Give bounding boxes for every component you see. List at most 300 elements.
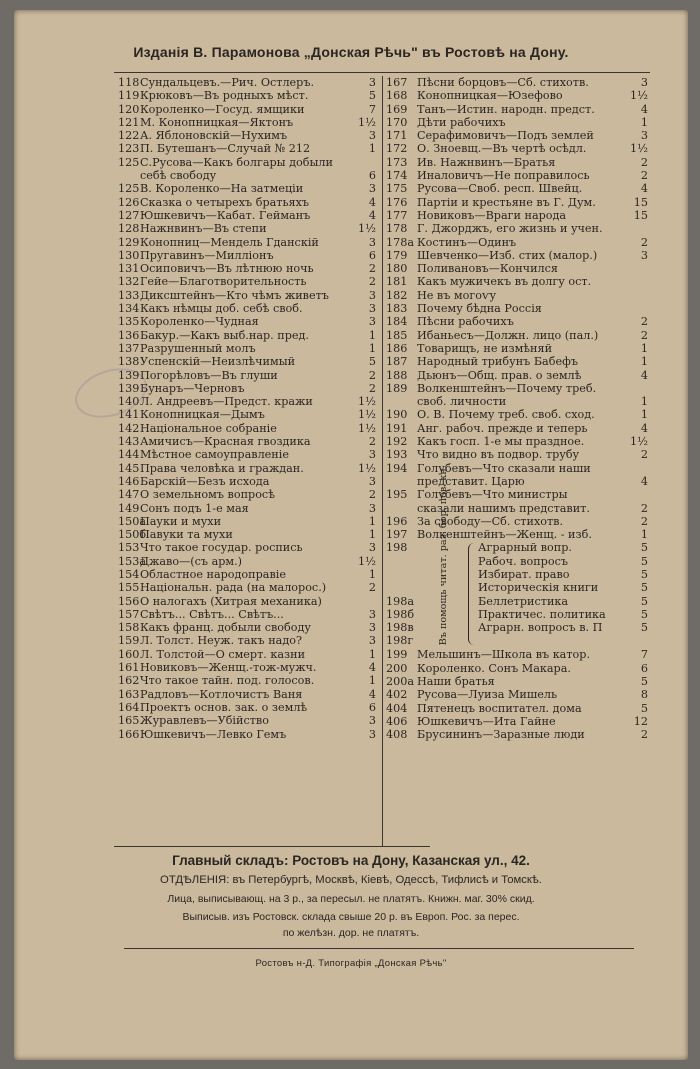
item-number: 154 bbox=[118, 567, 140, 581]
item-price: 5 bbox=[640, 554, 648, 568]
item-price: 4 bbox=[368, 687, 376, 701]
list-item bbox=[118, 408, 376, 421]
item-price: 2 bbox=[368, 262, 376, 276]
item-title: Что такое государ. роспись bbox=[140, 541, 303, 555]
item-title: Волкенштейнъ—Женщ. - изб. bbox=[417, 528, 592, 542]
list-item bbox=[386, 103, 648, 116]
item-title: Что видно въ подвор. трубу bbox=[417, 448, 580, 462]
list-item bbox=[386, 142, 648, 155]
item-title: Какъ нѣмцы доб. себѣ своб. bbox=[140, 302, 303, 316]
item-number: 183 bbox=[386, 302, 408, 316]
branches: ОТДѢЛЕНІЯ: въ Петербургѣ, Москвѣ, Кіевѣ, Одессѣ, Тифлисѣ и Томскѣ. bbox=[160, 874, 542, 886]
item-price: 6 bbox=[640, 661, 648, 675]
item-number: 172 bbox=[386, 142, 408, 156]
item-number: 139 bbox=[118, 368, 140, 382]
right-column bbox=[386, 76, 648, 741]
item-title: Національн. рада (на малорос.) bbox=[140, 581, 327, 595]
item-price: 1½ bbox=[630, 435, 648, 449]
item-price: 2 bbox=[640, 169, 648, 183]
right-list-top bbox=[386, 76, 648, 541]
item-title: Партіи и крестьяне въ Г. Дум. bbox=[417, 195, 596, 209]
item-title: С.Русова—Какъ болгары добыли bbox=[140, 155, 333, 169]
list-item bbox=[118, 648, 376, 661]
item-number: 164 bbox=[118, 700, 140, 714]
list-item bbox=[478, 568, 648, 581]
item-number: 162 bbox=[118, 674, 140, 688]
item-title: Какъ мужичекъ въ долгу ост. bbox=[417, 275, 592, 289]
series-number: 198в bbox=[386, 621, 414, 635]
item-number: 165 bbox=[118, 714, 140, 728]
item-price: 5 bbox=[640, 581, 648, 595]
column-divider bbox=[382, 76, 383, 846]
list-item bbox=[118, 502, 376, 515]
item-number: 145 bbox=[118, 461, 140, 475]
list-item bbox=[118, 701, 376, 714]
item-price: 7 bbox=[368, 102, 376, 116]
item-title: Сундальцевъ.—Рич. Остлеръ. bbox=[140, 76, 315, 89]
list-item bbox=[118, 369, 376, 382]
list-item bbox=[386, 222, 648, 235]
item-price: 2 bbox=[368, 488, 376, 502]
item-price: 1½ bbox=[358, 421, 376, 435]
list-item bbox=[386, 462, 648, 475]
item-price: 3 bbox=[368, 541, 376, 555]
item-price: 3 bbox=[368, 621, 376, 635]
item-title: Осиповичъ—Въ лѣтнюю ночь bbox=[140, 262, 314, 276]
list-item bbox=[118, 342, 376, 355]
list-item bbox=[478, 595, 648, 608]
item-title: М. Конопницкая—Яктонъ bbox=[140, 115, 294, 129]
list-item bbox=[118, 688, 376, 701]
list-item bbox=[118, 275, 376, 288]
list-item bbox=[478, 581, 648, 594]
series-number: 198г bbox=[386, 634, 414, 648]
item-number: 171 bbox=[386, 129, 408, 143]
item-number: 196 bbox=[386, 514, 408, 528]
item-title: Бунаръ—Черновъ bbox=[140, 381, 245, 395]
list-item bbox=[386, 488, 648, 501]
item-title: О налогахъ (Хитрая механика) bbox=[140, 594, 322, 608]
list-item bbox=[386, 129, 648, 142]
list-item bbox=[386, 728, 648, 741]
item-number: 139 bbox=[118, 381, 140, 395]
item-title: Проектъ основ. зак. о землѣ bbox=[140, 700, 308, 714]
item-title: Голубевъ—Что министры bbox=[417, 488, 568, 502]
list-item bbox=[118, 142, 376, 155]
item-price: 3 bbox=[368, 727, 376, 741]
item-number: 130 bbox=[118, 248, 140, 262]
item-number: 150а bbox=[118, 514, 147, 528]
list-item bbox=[118, 236, 376, 249]
item-title: Барскій—Безъ исхода bbox=[140, 474, 270, 488]
item-title: Л. Толстой—О смерт. казни bbox=[140, 647, 306, 661]
list-item bbox=[386, 196, 648, 209]
item-number: 160 bbox=[118, 647, 140, 661]
list-item bbox=[118, 289, 376, 302]
item-price: 3 bbox=[368, 634, 376, 648]
item-title: Пѣсни борцовъ—Сб. стихотв. bbox=[417, 76, 589, 89]
top-rule bbox=[114, 72, 650, 73]
item-title: Гейе—Благотворительность bbox=[140, 275, 307, 289]
list-item bbox=[386, 502, 648, 515]
item-price: 2 bbox=[640, 448, 648, 462]
item-price: 5 bbox=[640, 567, 648, 581]
item-number: 175 bbox=[386, 182, 408, 196]
list-item bbox=[478, 555, 648, 568]
item-title: Практичес. политика bbox=[478, 607, 606, 621]
item-number: 166 bbox=[118, 727, 140, 741]
item-number: 193 bbox=[386, 448, 408, 462]
item-title: Аграрн. вопросъ в. П bbox=[478, 621, 603, 635]
item-title: Г. Джорджъ, его жизнь и учен. bbox=[417, 222, 603, 236]
item-number: 122 bbox=[118, 129, 140, 143]
series-number bbox=[386, 568, 416, 581]
item-title: Конопницкая—Юзефово bbox=[417, 89, 563, 103]
list-item bbox=[386, 89, 648, 102]
item-title: Нажнвинъ—Въ степи bbox=[140, 222, 267, 236]
list-item bbox=[118, 515, 376, 528]
item-number: 188 bbox=[386, 368, 408, 382]
item-price: 7 bbox=[640, 648, 648, 662]
item-title: Юшкевичъ—Левко Гемъ bbox=[140, 727, 287, 741]
item-number: 153а bbox=[118, 554, 147, 568]
list-item bbox=[118, 661, 376, 674]
terms-line-2: Выписыв. изъ Ростовск. склада свыше 20 р. въ Европ. Рос. за перес. bbox=[182, 911, 520, 923]
item-title: Радловъ—Котлочистъ Ваня bbox=[140, 687, 303, 701]
list-item bbox=[118, 621, 376, 634]
series-numbers bbox=[386, 541, 416, 661]
item-price: 5 bbox=[368, 89, 376, 103]
item-price: 4 bbox=[368, 661, 376, 675]
list-item bbox=[386, 156, 648, 169]
item-title: Областное народоправіе bbox=[140, 567, 286, 581]
item-price: 3 bbox=[368, 288, 376, 302]
item-number: 133 bbox=[118, 288, 140, 302]
item-number: 137 bbox=[118, 341, 140, 355]
item-title: Дѣти рабочихъ bbox=[417, 115, 506, 129]
item-title: своб. личности bbox=[417, 395, 507, 409]
item-price: 2 bbox=[368, 581, 376, 595]
list-item bbox=[386, 236, 648, 249]
list-item bbox=[386, 249, 648, 262]
item-price: 3 bbox=[368, 714, 376, 728]
list-item bbox=[386, 662, 648, 675]
item-title: Костинъ—Одинъ bbox=[417, 235, 517, 249]
item-number: 179 bbox=[386, 248, 408, 262]
item-price: 5 bbox=[640, 621, 648, 635]
item-number: 163 bbox=[118, 687, 140, 701]
item-title: Джаво—(съ арм.) bbox=[140, 554, 243, 568]
item-price: 1 bbox=[368, 142, 376, 156]
list-item bbox=[118, 528, 376, 541]
item-title: Крюковъ—Въ родныхъ мѣст. bbox=[140, 89, 309, 103]
list-item bbox=[118, 448, 376, 461]
item-price: 3 bbox=[368, 448, 376, 462]
series-items bbox=[478, 541, 648, 634]
list-item bbox=[118, 395, 376, 408]
item-price: 1 bbox=[640, 528, 648, 542]
item-number: 125 bbox=[118, 182, 140, 196]
item-number: 200а bbox=[386, 674, 415, 688]
list-item bbox=[118, 581, 376, 594]
item-title: сказали нашимъ представит. bbox=[417, 501, 590, 515]
list-item bbox=[118, 249, 376, 262]
list-item bbox=[386, 76, 648, 89]
item-title: Свѣтъ... Свѣтъ... Свѣтъ... bbox=[140, 607, 284, 621]
terms-line-3: по желѣзн. дор. не платятъ. bbox=[282, 927, 420, 939]
item-number: 189 bbox=[386, 381, 408, 395]
item-title: Рабоч. вопросъ bbox=[478, 554, 568, 568]
item-title: Короленко—Госуд. ямщики bbox=[140, 102, 305, 116]
list-item bbox=[118, 728, 376, 741]
list-item bbox=[118, 541, 376, 554]
item-price: 1½ bbox=[358, 461, 376, 475]
item-price: 3 bbox=[640, 248, 648, 262]
main-warehouse: Главный складъ: Ростовъ на Дону, Казанская ул., 42. bbox=[172, 853, 530, 868]
item-number: 197 bbox=[386, 528, 408, 542]
item-number: 129 bbox=[118, 235, 140, 249]
item-number: 121 bbox=[118, 115, 140, 129]
item-number: 170 bbox=[386, 115, 408, 129]
item-number: 408 bbox=[386, 728, 408, 742]
list-item bbox=[118, 422, 376, 435]
item-title: Конопницкая—Дымъ bbox=[140, 408, 265, 422]
item-number: 180 bbox=[386, 262, 408, 276]
list-item bbox=[386, 209, 648, 222]
item-price: 1½ bbox=[630, 142, 648, 156]
item-price: 1½ bbox=[358, 222, 376, 236]
item-price: 2 bbox=[640, 155, 648, 169]
item-title: Аграрный вопр. bbox=[478, 541, 572, 555]
list-item bbox=[118, 89, 376, 102]
item-title: А. Яблоновскій—Нухимъ bbox=[140, 129, 288, 143]
list-item bbox=[118, 76, 376, 89]
item-title: Права человѣка и граждан. bbox=[140, 461, 304, 475]
list-item bbox=[478, 541, 648, 554]
list-item bbox=[118, 182, 376, 195]
item-number: 169 bbox=[386, 102, 408, 116]
item-number: 159 bbox=[118, 634, 140, 648]
item-price: 4 bbox=[368, 195, 376, 209]
list-item bbox=[386, 169, 648, 182]
item-price: 3 bbox=[368, 501, 376, 515]
item-title: представит. Царю bbox=[417, 474, 525, 488]
list-item bbox=[118, 329, 376, 342]
item-title: Что такое тайн. под. голосов. bbox=[140, 674, 315, 688]
item-price: 3 bbox=[368, 76, 376, 89]
item-title: Брусининъ—Заразные люди bbox=[417, 728, 585, 742]
item-number: 185 bbox=[386, 328, 408, 342]
list-item bbox=[118, 714, 376, 727]
item-number: 125 bbox=[118, 155, 140, 169]
item-price: 1½ bbox=[358, 115, 376, 129]
item-number: 199 bbox=[386, 648, 408, 662]
series-vertical-label: Въ помощь читат. раз. бор. пов. кн bbox=[437, 468, 449, 646]
item-title: Ив. Нажнвинъ—Братья bbox=[417, 155, 556, 169]
list-item bbox=[118, 116, 376, 129]
item-price: 3 bbox=[368, 474, 376, 488]
item-number: 155 bbox=[118, 581, 140, 595]
item-title: Какъ франц. добыли свободу bbox=[140, 621, 311, 635]
item-price: 15 bbox=[633, 208, 648, 222]
list-item bbox=[118, 129, 376, 142]
list-item bbox=[386, 475, 648, 488]
item-number: 178а bbox=[386, 235, 415, 249]
item-number: 161 bbox=[118, 661, 140, 675]
item-title: О. Зноевщ.—Въ чертѣ осѣдл. bbox=[417, 142, 587, 156]
list-item bbox=[118, 595, 376, 608]
item-title: Конопниц—Мендель Гданскій bbox=[140, 235, 319, 249]
item-title: Диксштейнъ—Кто чѣмъ живетъ bbox=[140, 288, 329, 302]
item-number: 138 bbox=[118, 355, 140, 369]
item-number: 158 bbox=[118, 621, 140, 635]
item-price: 2 bbox=[368, 275, 376, 289]
item-price: 5 bbox=[640, 607, 648, 621]
item-title: Народный трибунъ Бабефъ bbox=[417, 355, 578, 369]
item-number: 132 bbox=[118, 275, 140, 289]
list-item bbox=[386, 515, 648, 528]
item-price: 2 bbox=[640, 728, 648, 742]
item-number: 123 bbox=[118, 142, 140, 156]
item-number: 136 bbox=[118, 328, 140, 342]
list-item bbox=[386, 408, 648, 421]
list-item bbox=[386, 329, 648, 342]
item-number: 406 bbox=[386, 714, 408, 728]
item-title: Почему бѣдна Россія bbox=[417, 302, 542, 316]
item-number: 118 bbox=[118, 76, 140, 89]
item-price: 2 bbox=[640, 501, 648, 515]
left-column bbox=[118, 76, 376, 741]
item-price: 1 bbox=[368, 328, 376, 342]
list-item bbox=[386, 342, 648, 355]
item-number: 192 bbox=[386, 435, 408, 449]
item-price: 5 bbox=[368, 355, 376, 369]
item-number: 182 bbox=[386, 288, 408, 302]
list-item bbox=[386, 715, 648, 728]
item-number: 168 bbox=[386, 89, 408, 103]
item-price: 3 bbox=[640, 76, 648, 89]
item-price: 8 bbox=[640, 688, 648, 702]
item-number: 135 bbox=[118, 315, 140, 329]
list-item bbox=[118, 262, 376, 275]
item-price: 4 bbox=[368, 208, 376, 222]
item-title: Серафимовичъ—Подъ землей bbox=[417, 129, 594, 143]
item-number: 144 bbox=[118, 448, 140, 462]
item-title: О. В. Почему треб. своб. сход. bbox=[417, 408, 595, 422]
item-price: 6 bbox=[368, 700, 376, 714]
item-price: 3 bbox=[640, 129, 648, 143]
item-title: Танъ—Истин. народн. предст. bbox=[417, 102, 595, 116]
item-price: 1½ bbox=[358, 395, 376, 409]
list-item bbox=[478, 608, 648, 621]
item-number: 177 bbox=[386, 208, 408, 222]
item-title: Юшкевичъ—Ита Гайне bbox=[417, 714, 556, 728]
list-item bbox=[478, 621, 648, 634]
item-number: 173 bbox=[386, 155, 408, 169]
series-number: 198б bbox=[386, 607, 415, 621]
item-price: 1 bbox=[640, 408, 648, 422]
item-price: 1 bbox=[640, 115, 648, 129]
item-number: 141 bbox=[118, 408, 140, 422]
list-item bbox=[118, 156, 376, 169]
item-title: Анг. рабоч. прежде и теперь bbox=[417, 421, 588, 435]
item-title: Короленко—Чудная bbox=[140, 315, 259, 329]
item-number: 157 bbox=[118, 607, 140, 621]
list-item bbox=[118, 209, 376, 222]
list-item bbox=[118, 488, 376, 501]
item-title: Голубевъ—Что сказали наши bbox=[417, 461, 591, 475]
item-number: 149 bbox=[118, 501, 140, 515]
item-number: 150б bbox=[118, 528, 147, 542]
item-number: 195 bbox=[386, 488, 408, 502]
item-price: 2 bbox=[368, 368, 376, 382]
item-number: 178 bbox=[386, 222, 408, 236]
item-price: 4 bbox=[640, 474, 648, 488]
item-price: 2 bbox=[640, 328, 648, 342]
item-number: 131 bbox=[118, 262, 140, 276]
item-title: Журавлевъ—Убійство bbox=[140, 714, 269, 728]
item-title: Національное собраніе bbox=[140, 421, 277, 435]
list-item bbox=[118, 355, 376, 368]
item-price: 1 bbox=[368, 528, 376, 542]
list-item bbox=[386, 648, 648, 661]
item-price: 2 bbox=[640, 514, 648, 528]
item-title: Историческія книги bbox=[478, 581, 599, 595]
item-number: 140 bbox=[118, 395, 140, 409]
item-title: Короленко. Сонъ Макара. bbox=[417, 661, 571, 675]
list-item bbox=[386, 395, 648, 408]
item-price: 1½ bbox=[358, 554, 376, 568]
item-title: Поливановъ—Кончился bbox=[417, 262, 558, 276]
item-number: 153 bbox=[118, 541, 140, 555]
list-item bbox=[386, 702, 648, 715]
item-title: П. Бутешанъ—Случай № 212 bbox=[140, 142, 311, 156]
item-price: 2 bbox=[640, 235, 648, 249]
item-number: 404 bbox=[386, 701, 408, 715]
item-title: Пятенецъ воспитател. дома bbox=[417, 701, 582, 715]
series-number: 198а bbox=[386, 594, 415, 608]
item-price: 2 bbox=[368, 381, 376, 395]
item-price: 4 bbox=[640, 102, 648, 116]
list-item bbox=[118, 103, 376, 116]
list-item bbox=[386, 675, 648, 688]
item-price: 3 bbox=[368, 315, 376, 329]
printer-imprint: Ростовъ н-Д. Типографія „Донская Рѣчь" bbox=[255, 958, 447, 969]
item-title: Мѣстное самоуправленіе bbox=[140, 448, 289, 462]
list-item bbox=[386, 289, 648, 302]
item-number: 127 bbox=[118, 208, 140, 222]
series-brace bbox=[468, 543, 477, 645]
item-title: Мельшинъ—Школа въ катор. bbox=[417, 648, 590, 662]
list-item bbox=[118, 302, 376, 315]
item-title: О земельномъ вопросѣ bbox=[140, 488, 275, 502]
item-price: 5 bbox=[640, 541, 648, 555]
item-price: 1 bbox=[368, 341, 376, 355]
item-number: 402 bbox=[386, 688, 408, 702]
item-title: В. Короленко—На затмеціи bbox=[140, 182, 304, 196]
list-item bbox=[386, 182, 648, 195]
item-price: 15 bbox=[633, 195, 648, 209]
item-number: 186 bbox=[386, 341, 408, 355]
list-item bbox=[118, 435, 376, 448]
list-item bbox=[118, 475, 376, 488]
item-price: 4 bbox=[640, 182, 648, 196]
item-title: Разрушенный молъ bbox=[140, 341, 256, 355]
item-price: 5 bbox=[640, 701, 648, 715]
item-title: Пѣсни рабочихъ bbox=[417, 315, 514, 329]
list-item bbox=[386, 688, 648, 701]
list-item bbox=[118, 222, 376, 235]
